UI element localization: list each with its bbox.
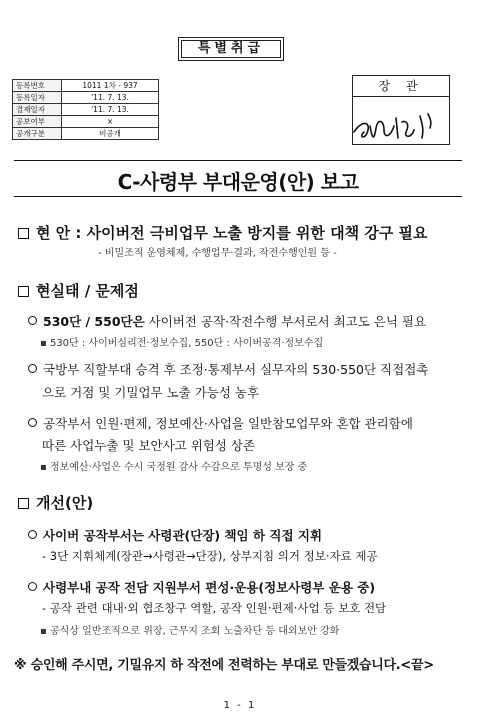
status-bullet-2 [28, 360, 428, 378]
bullet-bold-text: 530단 / 550단은 [43, 314, 145, 329]
status-bullet-1 [28, 312, 426, 330]
table-row [13, 128, 159, 140]
bullet-text: 사이버 공작부서는 사령관(단장) 책임 하 직접 지휘 [43, 528, 323, 543]
issue-label: 현 안 : [36, 224, 82, 242]
approval-header: 장 관 [353, 76, 449, 97]
table-row [13, 104, 159, 116]
meta-value: '11. 7. 13. [62, 92, 159, 104]
title-bottom-rule [14, 196, 462, 197]
square-bullet-icon [18, 498, 29, 509]
handwritten-signature [350, 108, 460, 148]
section-current-status [18, 280, 139, 301]
section-improvement [18, 492, 93, 513]
meta-value: 비공개 [62, 128, 159, 140]
meta-label: 등록번호 [13, 80, 62, 92]
bullet-text: 사이버전 공작·작전수행 부서로서 최고도 은닉 필요 [144, 314, 427, 329]
improve-bullet-2-sub: - 공작 관련 대내·외 협조창구 역할, 공작 인원·편제·사업 등 보호 전담 [42, 601, 387, 615]
classification-stamp: 특별취급 [178, 37, 284, 61]
improve-bullet-2 [28, 578, 375, 596]
bullet-text: 국방부 직할부대 승격 후 조정·통제부서 실무자의 530·550단 직접접촉 [43, 362, 429, 377]
improve-bullet-1 [28, 526, 322, 544]
title-top-rule [14, 160, 462, 161]
meta-label: 등록일자 [13, 92, 62, 104]
table-row [13, 92, 159, 104]
improve-bullet-1-sub: - 3단 지휘체계(장관→사령관→단장), 상부지침 의거 정보·자료 제공 [42, 549, 378, 563]
circle-bullet-icon [28, 364, 37, 373]
circle-bullet-icon [28, 530, 37, 539]
bullet-text: 공작부서 인원·편제, 정보예산·사업을 일반참모업무와 혼합 관리함에 [43, 416, 413, 431]
circle-bullet-icon [28, 316, 37, 325]
table-row [13, 80, 159, 92]
meta-label: 결재일자 [13, 104, 62, 116]
section-issue [18, 222, 428, 243]
registration-table [12, 79, 159, 140]
status-bullet-3-cont: 따른 사업누출 및 보안사고 위험성 상존 [42, 438, 256, 453]
bullet-text: 사령부내 공작 전담 지원부서 편성·운용(정보사령부 운용 중) [43, 580, 376, 595]
page-number: 1 - 1 [223, 700, 257, 711]
document-title: C-사령부 부대운영(안) 보고 [117, 170, 359, 194]
circle-bullet-icon [28, 418, 37, 427]
section-heading: 개선(안) [36, 494, 94, 512]
table-row [13, 116, 159, 128]
status-bullet-3-note: ▪ 정보예산·사업은 수시 국정원 감사 수감으로 투명성 보장 중 [40, 462, 308, 473]
meta-value: '11. 7. 13. [62, 104, 159, 116]
status-bullet-2-cont: 으로 거점 및 기밀업무 노출 가능성 농후 [42, 385, 260, 400]
issue-text: 사이버전 극비업무 노출 방지를 위한 대책 강구 필요 [86, 224, 428, 242]
meta-value: 1011 1차 - 937 [62, 80, 159, 92]
square-bullet-icon [18, 286, 29, 297]
issue-subtext: - 비밀조직 운영체제, 수행업무·결과, 작전수행인원 등 - [98, 248, 337, 259]
section-heading: 현실태 / 문제점 [36, 282, 139, 300]
closing-remark: ※ 승인해 주시면, 기밀유지 하 작전에 전력하는 부대로 만들겠습니다.<끝> [14, 658, 434, 673]
meta-label: 공개구분 [13, 128, 62, 140]
circle-bullet-icon [28, 582, 37, 591]
square-bullet-icon [18, 228, 29, 239]
status-bullet-1-note: ▪ 530단 : 사이버심리전·정보수집, 550단 : 사이버공격·정보수집 [40, 338, 324, 349]
meta-label: 공보여부 [13, 116, 62, 128]
meta-value: × [62, 116, 159, 128]
status-bullet-3 [28, 414, 413, 432]
improve-bullet-2-note: ▪ 공식상 일반조직으로 위장, 근무지 조회 노출차단 등 대외보안 강화 [40, 626, 340, 637]
